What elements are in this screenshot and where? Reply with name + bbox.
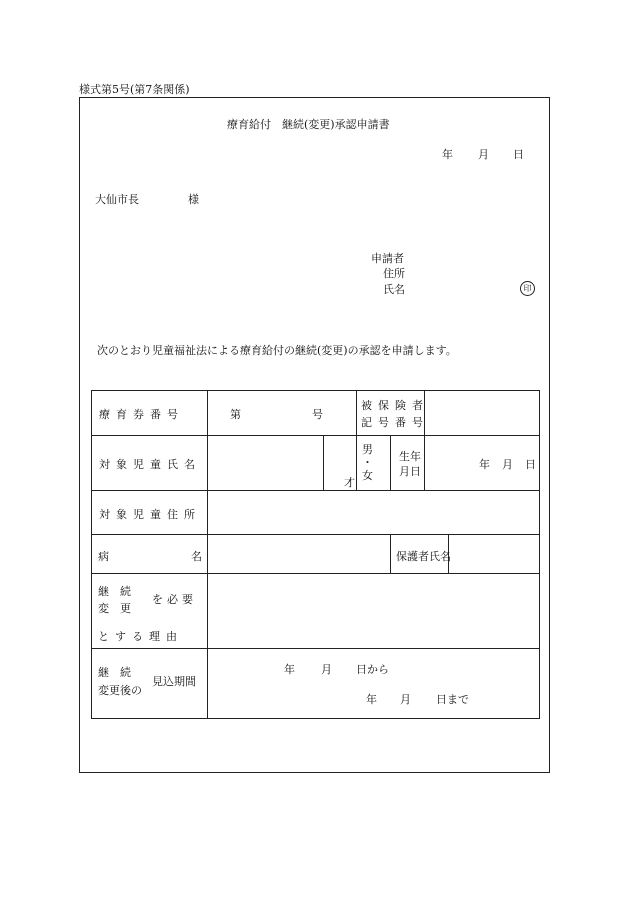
birth-month: 月 xyxy=(502,458,514,471)
period-label-3: 見込期間 xyxy=(152,675,196,688)
child-name-label: 対象児童氏名 xyxy=(99,458,201,471)
disease-label-1: 病 xyxy=(98,550,109,563)
seal-icon: 印 xyxy=(520,281,535,296)
guardian-name-cell[interactable] xyxy=(449,535,540,574)
from-year: 年 xyxy=(284,663,295,676)
applicant-name-label: 氏名 xyxy=(383,283,405,296)
birth-label-1: 生年 xyxy=(399,450,422,463)
sex-cell[interactable] xyxy=(357,436,391,491)
date-day: 日 xyxy=(513,148,524,161)
birth-date-cell[interactable] xyxy=(425,436,540,491)
birth-day: 日 xyxy=(525,458,537,471)
period-label-2: 変更後の xyxy=(98,684,142,697)
applicant-heading: 申請者 xyxy=(371,252,404,265)
statement xyxy=(97,342,457,358)
child-address-label-cell xyxy=(92,491,208,535)
child-name-cell[interactable] xyxy=(208,436,324,491)
form-code: 様式第5号(第7条関係) xyxy=(79,83,190,96)
statement-text: 次のとおり児童福祉法による療育給付の継続(変更)の承認を申請します。 xyxy=(97,344,457,357)
period-cell[interactable] xyxy=(208,649,540,719)
from-day: 日から xyxy=(356,663,389,676)
to-month: 月 xyxy=(400,693,411,706)
insured-number-cell[interactable] xyxy=(425,391,540,436)
to-year: 年 xyxy=(366,693,377,706)
reason-label-2: 変 更 xyxy=(98,602,131,615)
form-title: 療育給付 継続(変更)承認申請書 xyxy=(227,118,390,131)
addressee-honorific: 様 xyxy=(188,193,199,206)
birth-label-cell xyxy=(391,436,425,491)
disease-cell[interactable] xyxy=(208,535,391,574)
ticket-number-label-cell xyxy=(92,391,208,436)
addressee-name: 大仙市長 xyxy=(95,193,139,206)
reason-cell[interactable] xyxy=(208,574,540,649)
application-table xyxy=(91,390,540,719)
guardian-label-cell xyxy=(391,535,452,574)
age-cell[interactable] xyxy=(324,436,357,491)
date-year: 年 xyxy=(442,148,453,161)
child-name-label-cell xyxy=(92,436,208,491)
birth-label-2: 月日 xyxy=(399,465,422,478)
child-address-cell[interactable] xyxy=(208,491,540,535)
ticket-prefix: 第 xyxy=(230,408,241,421)
applicant-address-label: 住所 xyxy=(383,267,405,280)
ticket-number-label: 療育券番号 xyxy=(99,408,184,421)
sex-male: 男 xyxy=(362,443,374,456)
disease-label-2: 名 xyxy=(191,550,202,563)
reason-label-1: 継 続 xyxy=(98,585,131,598)
age-unit: 才 xyxy=(344,476,355,489)
sex-female: 女 xyxy=(362,469,374,482)
date-month: 月 xyxy=(478,148,489,161)
insured-label-cell xyxy=(357,391,430,436)
sex-dot: ・ xyxy=(362,456,374,469)
guardian-label: 保護者氏名 xyxy=(396,550,452,563)
child-address-label: 対象児童住所 xyxy=(99,508,201,521)
birth-year: 年 xyxy=(479,458,491,471)
period-label-1: 継 続 xyxy=(98,666,131,679)
disease-label-cell xyxy=(92,535,208,574)
from-month: 月 xyxy=(321,663,332,676)
ticket-suffix: 号 xyxy=(312,408,323,421)
ticket-number-cell[interactable] xyxy=(208,391,357,436)
to-day: 日まで xyxy=(436,693,469,706)
reason-label-4: とする理由 xyxy=(98,630,183,643)
insured-label-2: 記号番号 xyxy=(361,416,430,429)
period-label-cell xyxy=(92,649,208,719)
insured-label-1: 被保険者 xyxy=(361,399,430,412)
reason-label-3: を必要 xyxy=(152,593,197,606)
reason-label-cell xyxy=(92,574,208,649)
